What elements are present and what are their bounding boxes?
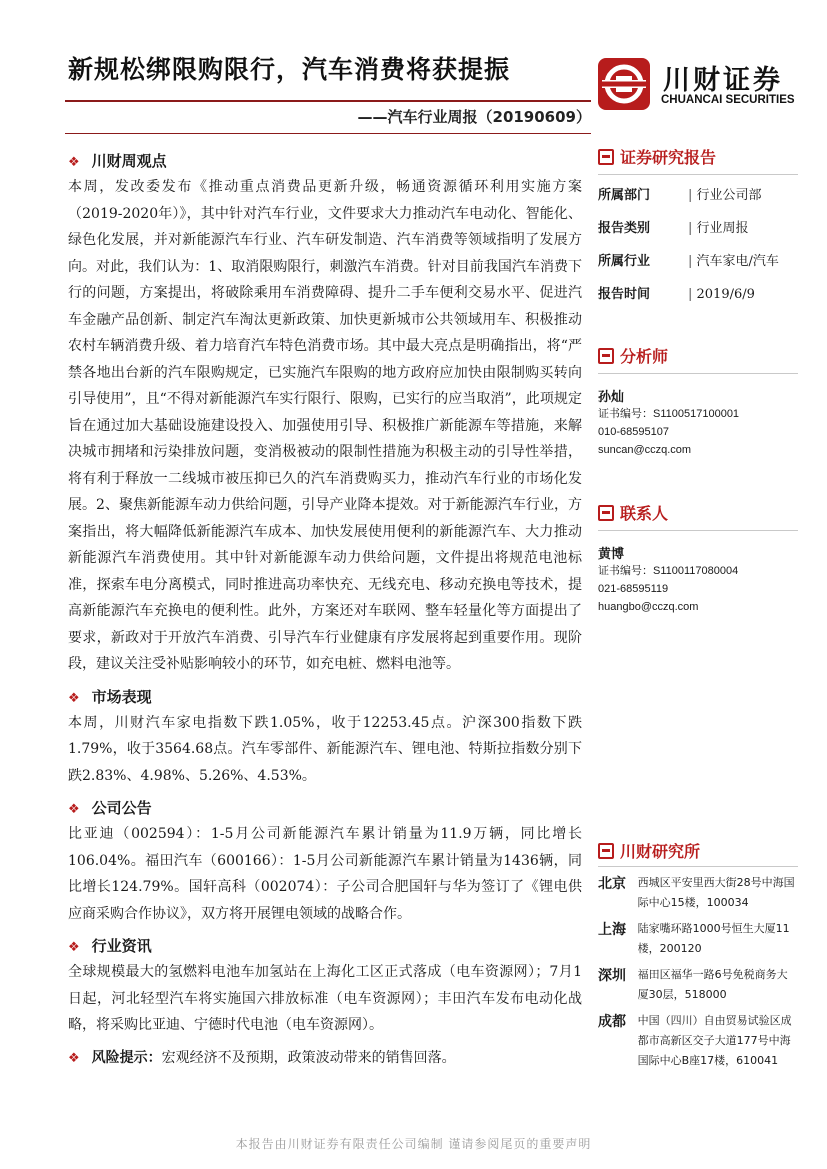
report-title: 新规松绑限购限行，汽车消费将获提振 bbox=[68, 55, 511, 84]
info-row-category: 报告类别 | 行业周报 bbox=[598, 212, 798, 245]
risk-text: 宏观经济不及预期，政策波动带来的销售回落。 bbox=[161, 1049, 456, 1066]
analyst-heading: 分析师 bbox=[598, 345, 798, 369]
divider bbox=[598, 373, 798, 374]
contact-cert: 证书编号：S1100117080004 bbox=[598, 565, 739, 577]
divider bbox=[598, 866, 798, 867]
logo-name-en: CHUANCAI SECURITIES bbox=[661, 94, 795, 106]
report-icon bbox=[598, 843, 614, 859]
report-info-heading: 证券研究报告 bbox=[598, 146, 798, 170]
section-industry-body: 全球规模最大的氢燃料电池车加氢站在上海化工区正式落成（电车资源网）；7月1日起，河北轻型汽车将实施国六排放标准（电车资源网）；丰田汽车发布电动化战略，将采购比亚迪、宁德时代电池（电车资源网）。 bbox=[68, 964, 582, 1033]
section-industry-heading: ❖ 行业资讯 bbox=[68, 937, 152, 955]
section-weekly-view-body: 本周，发改委发布《推动重点消费品更新升级，畅通资源循环利用实施方案（2019-2020年）》，其中针对汽车行业，文件要求大力推动汽车电动化、智能化、绿色化发展，并对新能源汽车行业、汽车研发制造、汽车消费等领域指明了发展方向。对此，我们认为：1、取消限购限行，刺激汽车消费。针对目前我国汽车消费下行的问题，方案提出，将破除乘用车消费障碍、提升二手车便利交易水平、促进汽车金融产品创新、制定汽车淘汰更新政策、加快更新城市公共领域用车、积极推动农村车辆消费升级、着力培育汽车特色消费市场。其中最大亮点是明确指出，将“严禁各地出台新的汽车限购规定，已实施汽车限购的地方政府应加快由限制购买转向引导使用”，且“不得对新能源汽车实行限行、限购，已实行的应当取消”，此项规定旨在通过加大基础设施建设投入、加强使用引导、积极推广新能源车等措施，来解决城市拥堵和污染排放问题，变消极被动的限制性措施为积极主动的引导性举措，将有利于释放一二线城市被压抑已久的汽车消费购买力，推动汽车行业的市场化发展。2、聚焦新能源车动力供给问题，引导产业降本提效。对于新能源汽车行业，方案指出，将大幅降低新能源汽车成本、加快发展使用便利的新能源汽车、大力推动新能源汽车消费使用。其中针对新能源车动力供给问题，文件提出将规范电池标准，探索车电分离模式，同时推进高功率快充、无线充电、移动充换电等技术，提高新能源汽车充换电的便利性。此外，方案还对车联网、整车轻量化等方面提出了要求，新政对于开放汽车消费、引导汽车行业健康有序发展将起到重要作用。现阶段，建议关注受补贴影响较小的环节，如充电桩、燃料电池等。 bbox=[68, 179, 582, 672]
diamond-bullet-icon: ❖ bbox=[68, 940, 80, 955]
sidebar-institute bbox=[598, 840, 798, 1077]
report-icon bbox=[598, 505, 614, 521]
divider bbox=[598, 174, 798, 175]
info-row-date: 报告时间 | 2019/6/9 bbox=[598, 278, 798, 311]
sidebar-analyst bbox=[598, 345, 798, 459]
section-company-heading: ❖ 公司公告 bbox=[68, 799, 152, 817]
report-icon bbox=[598, 149, 614, 165]
institute-heading: 川财研究所 bbox=[598, 840, 798, 864]
risk-warning bbox=[68, 1045, 582, 1072]
section-market-heading: ❖ 市场表现 bbox=[68, 687, 152, 706]
page-footer: 本报告由川财证券有限责任公司编制 谨请参阅尾页的重要声明 bbox=[235, 1137, 592, 1151]
risk-label: 风险提示： bbox=[91, 1049, 162, 1066]
main-content bbox=[68, 148, 582, 1072]
contact-email[interactable]: huangbo@cczq.com bbox=[598, 601, 699, 613]
title-rule bbox=[65, 100, 591, 102]
divider bbox=[598, 530, 798, 531]
info-row-industry: 所属行业 | 汽车家电/汽车 bbox=[598, 245, 798, 278]
diamond-bullet-icon: ❖ bbox=[68, 1050, 80, 1066]
analyst-name: 孙灿 bbox=[598, 390, 625, 405]
office-shanghai: 上海 陆家嘴环路1000号恒生大厦11楼，200120 bbox=[598, 922, 790, 955]
analyst-email[interactable]: suncan@cczq.com bbox=[598, 444, 692, 456]
info-row-department: 所属部门 | 行业公司部 bbox=[598, 179, 798, 212]
analyst-phone: 010-68595107 bbox=[598, 426, 669, 438]
section-market-body: 本周，川财汽车家电指数下跌1.05%，收于12253.45点。沪深300指数下跌1.79%，收于3564.68点。汽车零部件、新能源汽车、锂电池、特斯拉指数分别下跌2.83%、4.98%、5.26%、4.53%。 bbox=[68, 714, 582, 784]
office-shenzhen: 深圳 福田区福华一路6号免税商务大厦30层，518000 bbox=[598, 968, 788, 1001]
contact-phone: 021-68595119 bbox=[598, 583, 669, 595]
sidebar-contact bbox=[598, 502, 798, 616]
chuancai-logo-icon bbox=[598, 58, 650, 110]
diamond-bullet-icon: ❖ bbox=[68, 802, 80, 817]
office-chengdu: 成都 中国（四川）自由贸易试验区成都市高新区交子大道177号中海国际中心B座17楼，610041 bbox=[598, 1014, 792, 1067]
diamond-bullet-icon: ❖ bbox=[68, 155, 80, 170]
subtitle-rule bbox=[65, 133, 591, 134]
office-beijing: 北京 西城区平安里西大街28号中海国际中心15楼，100034 bbox=[598, 876, 795, 909]
contact-name: 黄博 bbox=[598, 547, 625, 562]
sidebar-report-info bbox=[598, 146, 798, 311]
analyst-cert: 证书编号：S1100517100001 bbox=[598, 408, 740, 420]
report-icon bbox=[598, 348, 614, 364]
logo-name-cn: 川财证券 bbox=[663, 65, 783, 96]
contact-heading: 联系人 bbox=[598, 502, 798, 526]
section-company-body: 比亚迪（002594）：1-5月公司新能源汽车累计销量为11.9万辆，同比增长106.04%。福田汽车（600166）：1-5月公司新能源汽车累计销量为1436辆，同比增长124.79%。国轩高科（002074）：子公司合肥国轩与华为签订了《锂电供应商采购合作协议》，双方将开展锂电领域的战略合作。 bbox=[68, 826, 582, 922]
section-weekly-view-heading: ❖ 川财周观点 bbox=[68, 152, 167, 170]
diamond-bullet-icon: ❖ bbox=[68, 690, 80, 706]
report-subtitle: ——汽车行业周报（20190609） bbox=[357, 108, 591, 126]
